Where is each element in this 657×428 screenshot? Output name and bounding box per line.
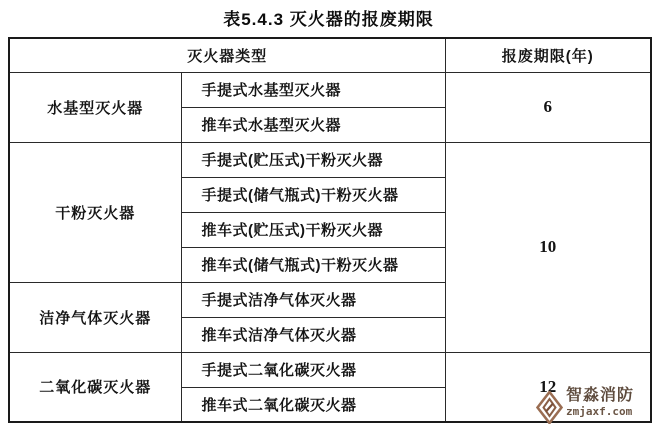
type-cell: 手提式(储气瓶式)干粉灭火器 (181, 177, 445, 212)
group-cell-water-based: 水基型灭火器 (9, 72, 181, 142)
brand-name: 智淼消防 (566, 387, 635, 404)
extinguisher-scrap-period-table (8, 37, 652, 423)
type-cell: 推车式洁净气体灭火器 (181, 317, 445, 352)
type-cell: 手提式水基型灭火器 (181, 72, 445, 107)
type-cell: 手提式二氧化碳灭火器 (181, 352, 445, 387)
group-cell-clean-gas: 洁净气体灭火器 (9, 282, 181, 352)
group-cell-dry-powder: 干粉灭火器 (9, 142, 181, 282)
type-cell: 手提式洁净气体灭火器 (181, 282, 445, 317)
header-cell-extinguisher-type: 灭火器类型 (9, 38, 445, 72)
type-cell: 推车式(储气瓶式)干粉灭火器 (181, 247, 445, 282)
period-cell-water-based: 6 (445, 72, 651, 142)
header-cell-scrap-period: 报废期限(年) (445, 38, 651, 72)
type-cell: 推车式(贮压式)干粉灭火器 (181, 212, 445, 247)
brand-site: zmjaxf.com (566, 405, 633, 418)
type-cell: 推车式水基型灭火器 (181, 107, 445, 142)
table-row (9, 72, 651, 107)
table-row (9, 142, 651, 177)
period-cell-powder-and-clean-gas: 10 (445, 142, 651, 352)
group-cell-carbon-dioxide: 二氧化碳灭火器 (9, 352, 181, 422)
table-row (9, 352, 651, 387)
period-cell-carbon-dioxide: 12 (445, 352, 651, 422)
type-cell: 手提式(贮压式)干粉灭火器 (181, 142, 445, 177)
page-title: 表5.4.3 灭火器的报废期限 (223, 10, 434, 29)
table-header-row (9, 38, 651, 72)
type-cell: 推车式二氧化碳灭火器 (181, 387, 445, 422)
